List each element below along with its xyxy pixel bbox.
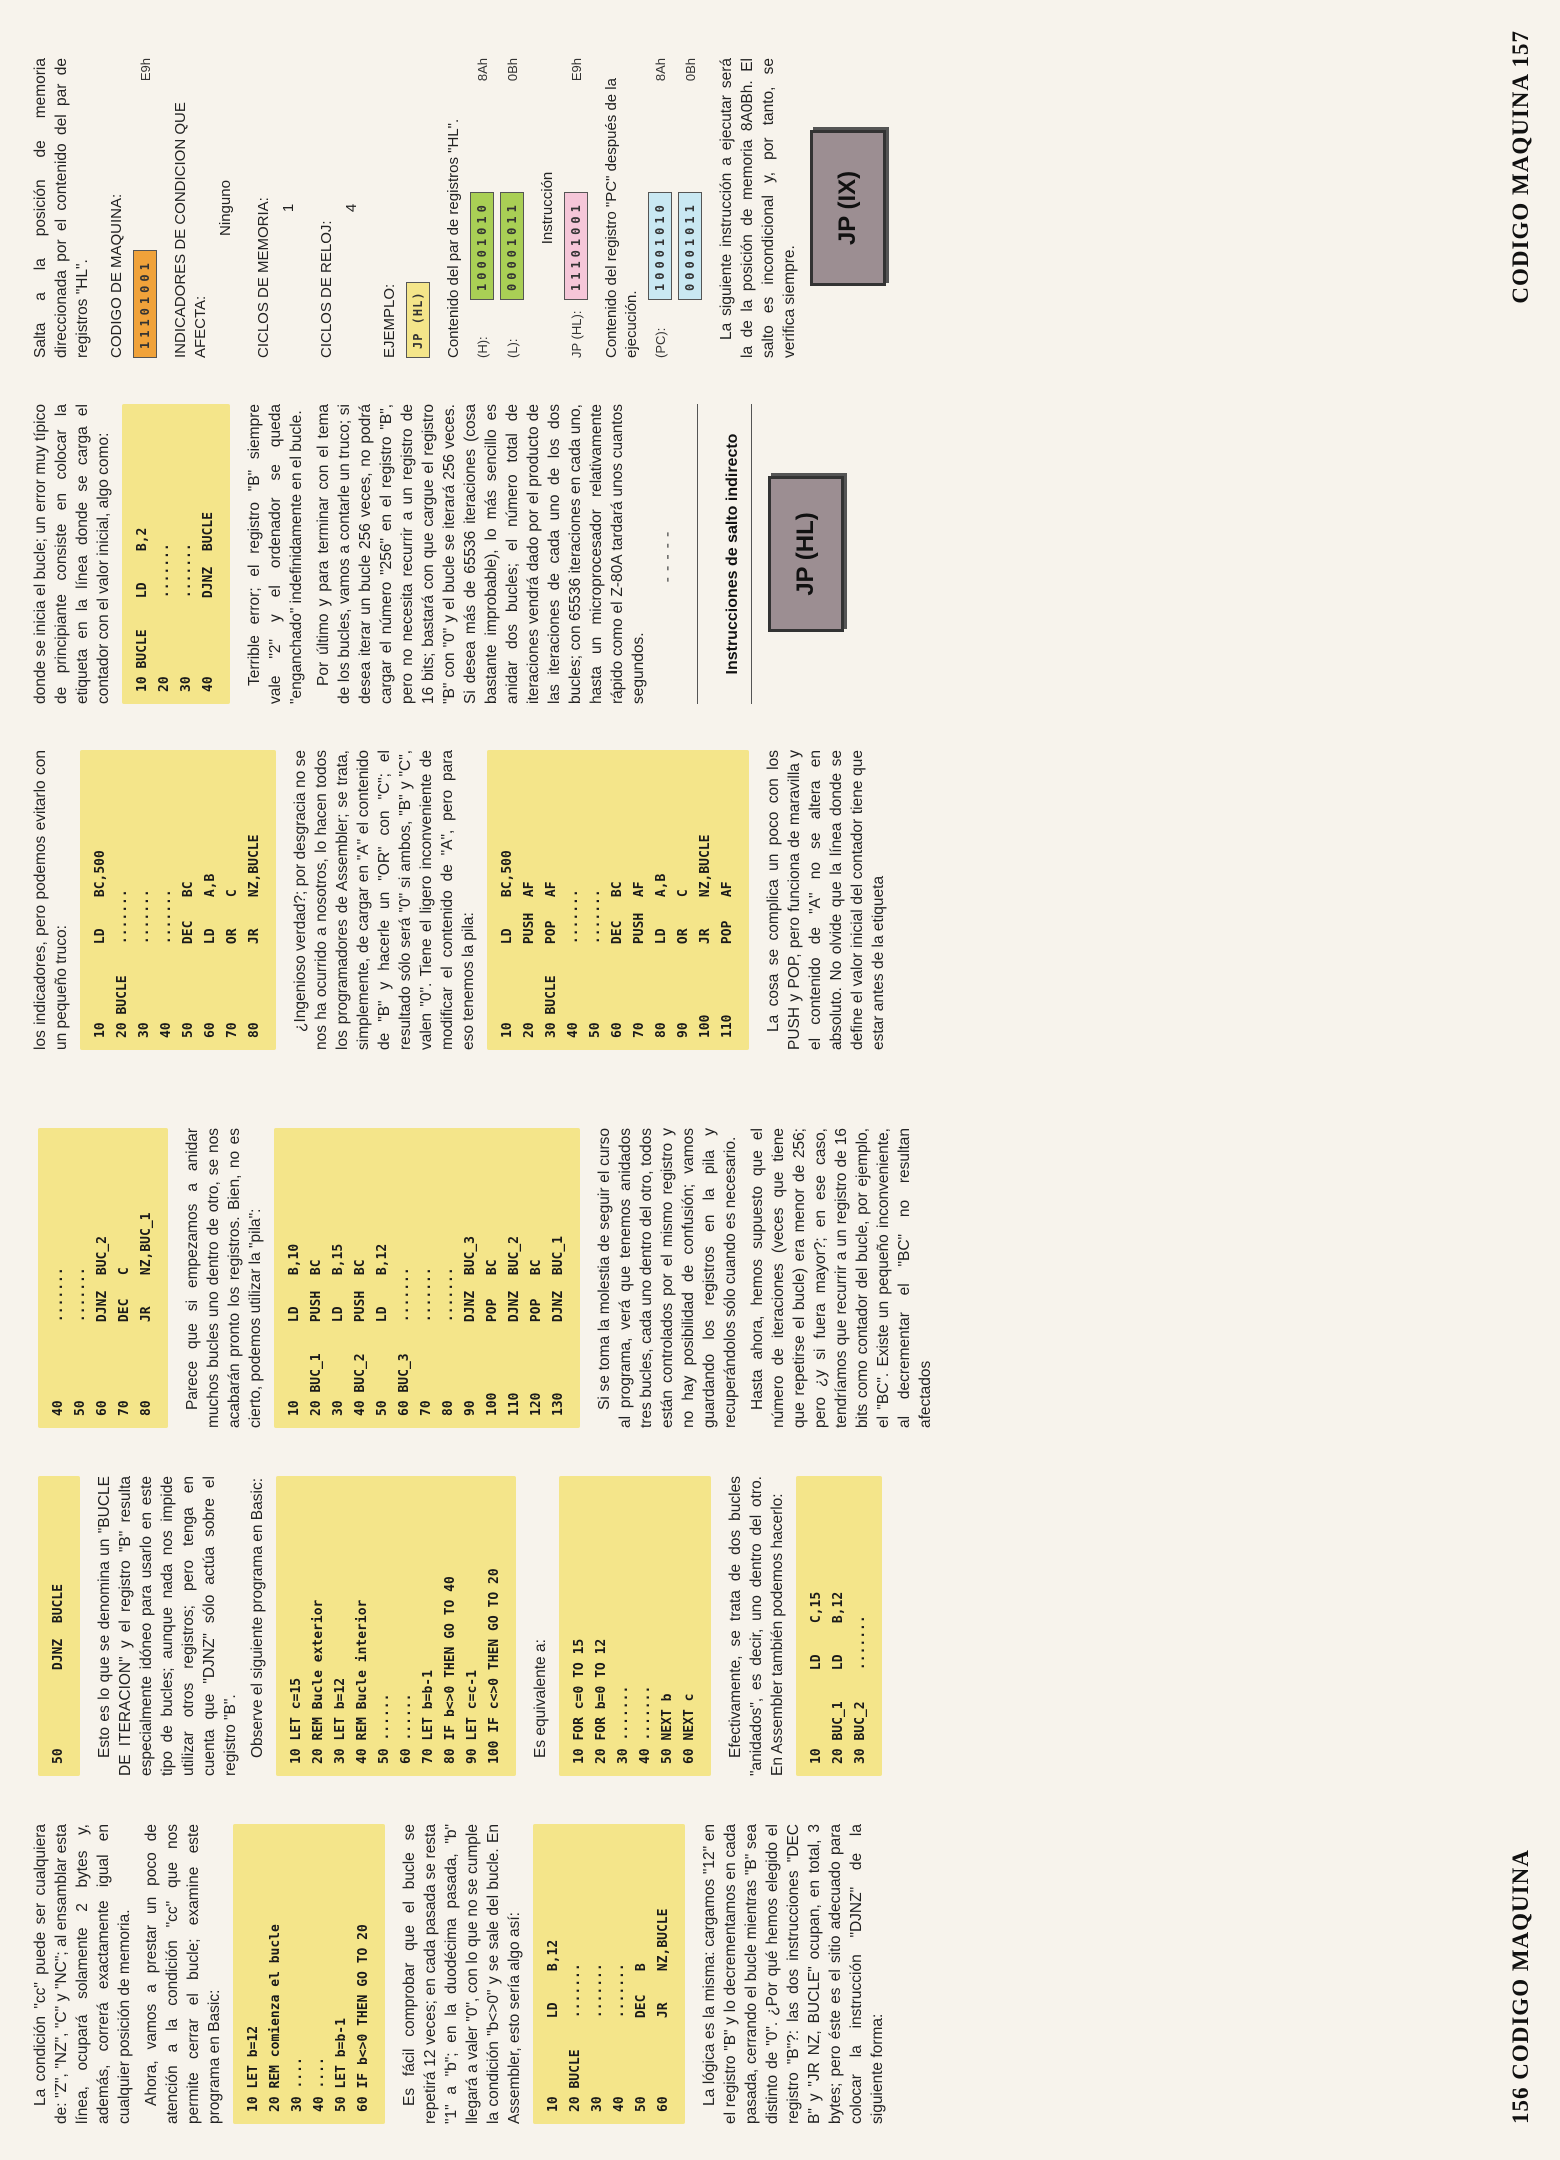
code-block: 50 DJNZ BUCLE	[38, 1476, 80, 1776]
section-heading: Instrucciones de salto indirecto	[724, 433, 741, 675]
example-title: EJEMPLO:	[381, 283, 398, 358]
paragraph: Hasta ahora, hemos supuesto que el número de iteraciones (veces que tiene que repetirse el bucle) era menor de 256; pero ¿y si fuera mayor?; en ese caso, tendríamos que recurrir a un registro de 16 bits como contador del bucle, por ejemplo, el "BC". Existe un pequeño inconveniente, al decrementar el "BC" no resultan afectados	[749, 1123, 934, 1428]
jp-hl-label: JP (HL):	[568, 310, 584, 358]
opcode-title: CODIGO DE MAQUINA:	[108, 193, 125, 358]
column-3	[30, 53, 1390, 358]
column-1	[30, 1819, 1390, 2124]
clock-cycles-value: 4	[343, 203, 360, 213]
paragraph: La lógica es la misma: cargamos "12" en el registro "B" y lo decrementamos en cada pasada, cerrando el bucle mientras "B" sea distinto de "0". ¿Por qué hemos elegido el registro "B"?: las dos instrucciones "DEC B" y "JR NZ, BUCLE" ocupan, en total, 3 bytes; pero éste es el sitio adecuado para colocar la instrucción "DJNZ" de la siguiente forma:	[701, 1819, 886, 2124]
code-block: 10 LD B,10 20 BUC_1 PUSH BC 30 LD B,15 40 BUC_2 PUSH BC 50 LD B,12 60 BUC_3 ....... 70 ....... 80 ....... 90 DJNZ BUC_3 100 POP BC 110 DJNZ BUC_2 120 POP BC 130 DJNZ BUC_1	[274, 1128, 580, 1428]
opcode-bits: 11101001	[133, 250, 157, 358]
jp-ix-label-box: JP (IX)	[810, 130, 886, 286]
example-instruction: JP (HL)	[406, 282, 430, 358]
paragraph: Es fácil comprobar que el bucle se repetirá 12 veces; en cada pasada se resta "1" a "b"; en la duodécima pasada, "b" llegará a valer "0", con lo que no se cumple la condición "b<>0" y se sale del bucle. En Assembler, esto sería algo así:	[401, 1819, 523, 2124]
code-block: 10 LET b=12 20 REM comienza el bucle 30 .... 40 .... 50 LET b=b-1 60 IF b<>0 THEN GO TO 20	[233, 1824, 385, 2124]
paragraph: Terrible error; el registro "B" siempre vale "2" y el ordenador se queda "enganchado" indefinidamente en el bucle.	[246, 399, 305, 704]
paragraph: Parece que si empezamos a anidar muchos bucles uno dentro de otro, se nos acabarán pronto los registros. Bien, no es cierto, podemos utilizar la "pila":	[184, 1123, 264, 1428]
code-block: 10 LD BC,500 20 PUSH AF 30 BUCLE POP AF 40 ....... 50 ....... 60 DEC BC 70 PUSH AF 80 LD A,B 90 OR C 100 JR NZ,BUCLE 110 POP AF	[487, 750, 749, 1050]
paragraph: Ahora, vamos a prestar un poco de atención a la condición "cc" que nos permite cerrar el bucle; examine este programa en Basic:	[143, 1819, 223, 2124]
code-block: 10 LD C,15 20 BUC_1 LD B,12 30 BUC_2 .......	[796, 1476, 882, 1776]
paragraph: los indicadores, pero podemos evitarlo con un pequeño truco:	[32, 745, 70, 1050]
pc-bits-high: 10001010	[648, 192, 672, 300]
column-3	[30, 1123, 1390, 1428]
h-register-row	[470, 58, 494, 358]
l-label: (L):	[504, 338, 520, 358]
paragraph: ¿Ingenioso verdad?; por desgracia no se nos ha ocurrido a nosotros, lo hacen todos los programadores de Assembler; se trata, simplemente, de cargar en "A" el contenido de "B" y hacerle un "OR" con "C"; el resultado sólo será "0" si ambos, "B" y "C", valen "0". Tiene el ligero inconveniente de modificar el contenido de "A", pero para eso tenemos la pila:	[292, 745, 477, 1050]
mem-cycles-title: CICLOS DE MEMORIA:	[255, 197, 272, 358]
pc-register-row-1	[648, 58, 672, 358]
paragraph: Efectivamente, se trata de dos bucles "anidados", es decir, uno dentro del otro. En Assembler también podemos hacerlo:	[727, 1471, 786, 1776]
page-156	[0, 1080, 1560, 2160]
code-block: 40 ....... 50 ....... 60 DJNZ BUC_2 70 DEC C 80 JR NZ,BUC_1	[38, 1128, 168, 1428]
paragraph: Observe el siguiente programa en Basic:	[249, 1477, 266, 1758]
divider	[751, 404, 752, 704]
h-label: (H):	[474, 336, 490, 358]
opcode-row	[133, 58, 157, 358]
hl-contents-title: Contenido del par de registros "HL".	[445, 118, 462, 358]
pc-label: (PC):	[652, 327, 668, 358]
jp-hex: E9h	[568, 58, 584, 82]
h-bits: 10001010	[470, 192, 494, 300]
paragraph: La siguiente instrucción a ejecutar será la de la posición de memoria 8A0Bh. El salto es incondicional y, por tanto, se verifica siempre.	[718, 53, 798, 358]
l-register-row	[500, 58, 524, 358]
page-footer: 156 CODIGO MAQUINA	[1508, 1849, 1533, 2124]
divider	[697, 404, 698, 704]
l-bits: 00001011	[500, 192, 524, 300]
pc-bits-low: 00001011	[678, 192, 702, 300]
paragraph: La condición "cc" puede ser cualquiera de: "Z", "NZ", "C" y "NC"; al ensamblar esta línea, ocupará solamente 2 bytes y, además, correrá exactamente igual en cualquier posición de memoria.	[32, 1819, 133, 2124]
mem-cycles-value: 1	[280, 203, 297, 213]
jp-bits: 11101001	[564, 192, 588, 300]
column-1	[30, 745, 1390, 1050]
pc-hex-low: 0Bh	[682, 58, 698, 82]
code-block: 10 BUCLE LD B,2 20 ....... 30 ....... 40 DJNZ BUCLE	[122, 404, 230, 704]
flags-title: INDICADORES DE CONDICION QUE AFECTA:	[172, 102, 209, 358]
page-footer: CODIGO MAQUINA 157	[1508, 30, 1533, 304]
code-block: 10 LET c=15 20 REM Bucle exterior 30 LET b=12 40 REM Bucle interior 50 ...... 60 ...... 70 LET b=b-1 80 IF b<>0 THEN GO TO 40 90 LET c=c-1 100 IF c<>0 THEN GO TO 20	[276, 1476, 516, 1776]
paragraph: Es equivalente a:	[532, 1639, 549, 1758]
l-hex: 0Bh	[504, 58, 520, 82]
paragraph: Esto es lo que se denomina un "BUCLE DE ITERACION" y el registro "B" resulta especialmente idóneo para usarlo en este tipo de bucles; aunque nada nos impide utilizar otros registros; pero tenga en cuenta que "DJNZ" sólo actúa sobre el registro "B".	[96, 1471, 239, 1776]
example-row	[406, 58, 430, 358]
code-block: 10 LD B,12 20 BUCLE ....... 30 ....... 40 ....... 50 DEC B 60 JR NZ,BUCLE	[533, 1824, 685, 2124]
code-block: 10 FOR c=0 TO 15 20 FOR b=0 TO 12 30 ....... 40 ....... 50 NEXT b 60 NEXT c	[559, 1476, 711, 1776]
pc-hex-high: 8Ah	[652, 58, 668, 82]
h-hex: 8Ah	[474, 58, 490, 82]
paragraph: donde se inicia el bucle; un error muy típico de principiante consiste en colocar la etiqueta en la línea donde se carga el contador con el valor inicial, algo como:	[32, 399, 112, 704]
code-block: 10 LD BC,500 20 BUCLE ....... 30 ....... 40 ....... 50 DEC BC 60 LD A,B 70 OR C 80 JR NZ,BUCLE	[80, 750, 276, 1050]
paragraph: Por último y para terminar con el tema de los bucles, vamos a contarle un truco; si desea iterar un bucle 256 veces, no podrá cargar el número "256" en el registro "B", pero no necesita recurrir a un registro de 16 bits; bastará con que cargue el registro "B" con "0" y el bucle se iterará 256 veces. Si desea más de 65536 iteraciones (cosa bastante improbable), lo más sencillo es anidar dos bucles; el número total de iteraciones vendrá dado por el producto de las iteraciones de cada uno de los dos bucles; con 65536 iteraciones en cada uno, hasta un microprocesador relativamente rápido como el Z-80A tardará unos cuantos segundos.	[315, 399, 647, 704]
instruction-title: Instrucción	[539, 171, 556, 245]
column-2	[30, 399, 1390, 704]
instruction-row	[564, 58, 588, 358]
column-2	[30, 1471, 1390, 1776]
paragraph: La cosa se complica un poco con los PUSH y POP, pero funciona de maravilla y el contenido de "A" no se altera en absoluto. No olvide que la línea donde se define el valor inicial del contador tiene que estar antes de la etiqueta	[765, 745, 887, 1050]
clock-cycles-title: CICLOS DE RELOJ:	[318, 220, 335, 358]
paragraph: Salta a la posición de memoria direccionada por el contenido del par de registros "HL".	[32, 53, 91, 358]
opcode-hex: E9h	[137, 58, 153, 82]
flags-value: Ninguno	[217, 180, 234, 236]
pc-contents-title: Contenido del registro "PC" después de la ejecución.	[603, 78, 640, 358]
pc-register-row-2	[678, 58, 702, 358]
jp-hl-label-box: JP (HL)	[768, 476, 844, 632]
paragraph: Si se toma la molestia de seguir el curso al programa, verá que tenemos anidados tres bucles, cada uno dentro del otro, todos están controlados por el mismo registro y no hay posibilidad de confusión; vamos guardando los registros en la pila y recuperándolos sólo cuando es necesario.	[596, 1123, 739, 1428]
section-dashes: -----	[659, 525, 676, 583]
